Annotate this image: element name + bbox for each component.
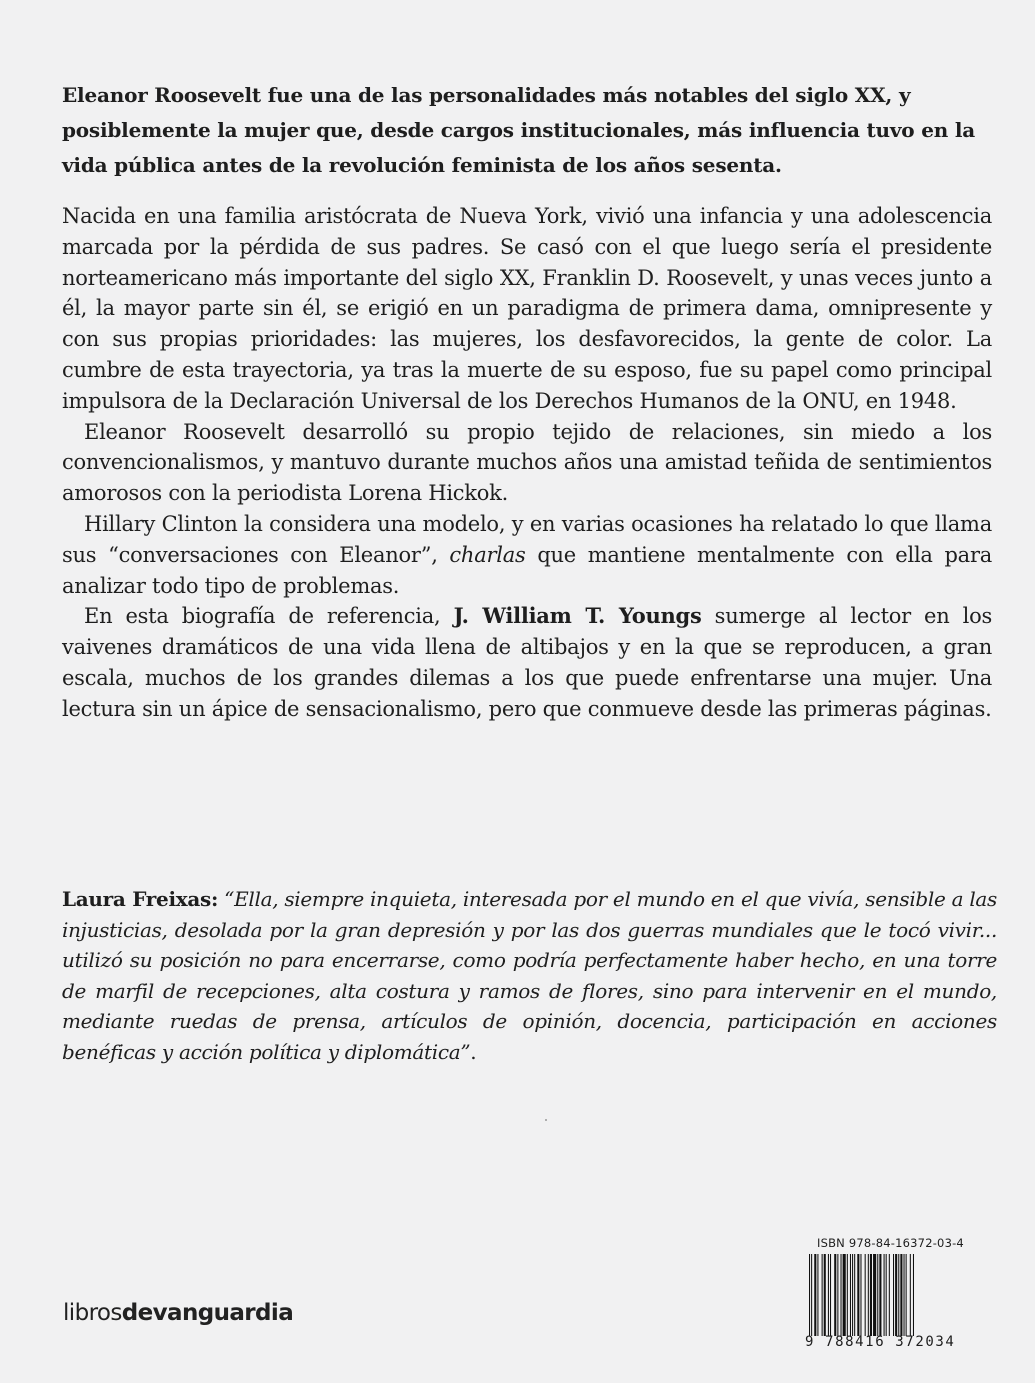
barcode-bar xyxy=(834,1254,836,1336)
barcode-bar xyxy=(904,1254,905,1336)
lead-paragraph: Eleanor Roosevelt fue una de las personalidades más notables del siglo XX, y posiblemente la mujer que, desde cargos institucionales, más influencia tuvo en la vida pública antes de la revolución feminista de los años sesenta. xyxy=(62,83,975,177)
barcode-bar xyxy=(817,1254,818,1336)
print-speck xyxy=(545,1119,547,1121)
barcode-bar xyxy=(860,1254,861,1336)
review-quote xyxy=(62,884,997,1068)
barcode-bar xyxy=(877,1254,878,1336)
barcode-bar xyxy=(850,1254,851,1336)
barcode-bar xyxy=(841,1254,842,1336)
barcode-bar xyxy=(873,1254,876,1336)
isbn-label: ISBN 978-84-16372-03-4 xyxy=(817,1236,964,1250)
barcode-bar xyxy=(868,1254,869,1336)
author-name: J. William T. Youngs xyxy=(453,603,702,629)
barcode-bar xyxy=(895,1254,897,1336)
publisher-logo-bold: devanguardia xyxy=(121,1300,294,1326)
barcode-bar xyxy=(824,1254,826,1336)
paragraph-3-italic: charlas xyxy=(449,542,526,567)
paragraph-2: Eleanor Roosevelt desarrolló su propio tejido de relaciones, sin miedo a los convencionalismos, y mantuvo durante muchos años una amistad teñida de sentimientos amorosos con la periodista Lorena Hickok. xyxy=(62,419,992,506)
paragraph-3-text-b: que mantiene mentalmente con ella para analizar todo tipo de problemas. xyxy=(62,542,993,598)
barcode-icon xyxy=(805,1254,953,1336)
barcode-bar xyxy=(879,1254,881,1336)
barcode-bar xyxy=(822,1254,823,1336)
barcode-bar xyxy=(889,1254,890,1336)
barcode-bar xyxy=(847,1254,848,1336)
barcode-bar xyxy=(910,1254,911,1336)
barcode-bar xyxy=(886,1254,887,1336)
barcode-bar xyxy=(898,1254,899,1336)
barcode-digits: 9 788416 372034 xyxy=(805,1334,956,1350)
barcode-bar xyxy=(884,1254,885,1336)
barcode-bar xyxy=(828,1254,829,1336)
barcode-bar xyxy=(893,1254,894,1336)
quote-text: “Ella, siempre inquieta, interesada por el mundo en el que vivía, sensible a las injusticias, desolada por la gran depresión y por las dos guerras mundiales que le tocó vivir... utilizó su posición no para encerrarse, como podría perfectamente haber hecho, en una torre de marfil de recepciones, alta costura y ramos de flores, sino para intervenir en el mundo, mediante ruedas de prensa, artículos de opinión, docencia, participación en acciones benéficas y acción política y diplomática” xyxy=(62,887,998,1064)
barcode-bar xyxy=(811,1254,812,1336)
barcode-bar xyxy=(814,1254,816,1336)
publisher-logo xyxy=(63,1300,293,1326)
paragraph-4-text-b: sumerge al lector en los vaivenes dramáticos de una vida llena de altibajos y en la que se reproducen, a gran escala, muchos de los grandes dilemas a los que puede enfrentarse una mujer. Una lectura sin un ápice de sensacionalismo, pero que conmueve desde las primeras páginas. xyxy=(62,604,992,721)
synopsis xyxy=(62,201,992,725)
barcode-bar xyxy=(852,1254,853,1336)
barcode-bar xyxy=(830,1254,831,1336)
paragraph-4-text-a: En esta biografía de referencia, xyxy=(84,604,454,629)
quote-author: Laura Freixas: xyxy=(62,887,219,911)
barcode-bar xyxy=(809,1254,810,1336)
publisher-logo-light: libros xyxy=(63,1300,122,1326)
barcode-bar xyxy=(837,1254,838,1336)
quote-end: . xyxy=(470,1039,477,1064)
barcode-bar xyxy=(900,1254,902,1336)
paragraph-3-text-a: Hillary Clinton la considera una modelo, y en varias ocasiones ha relatado lo que llama sus “conversaciones con Eleanor”, xyxy=(62,511,992,567)
barcode-bar xyxy=(854,1254,855,1336)
barcode-bar xyxy=(857,1254,859,1336)
barcode-bar xyxy=(843,1254,846,1336)
paragraph-4 xyxy=(62,601,992,724)
barcode-bar xyxy=(865,1254,866,1336)
barcode-bar xyxy=(906,1254,907,1336)
paragraph-1: Nacida en una familia aristócrata de Nueva York, vivió una infancia y una adolescencia marcada por la pérdida de sus padres. Se casó con el que luego sería el presidente norteamericano más importante del siglo XX, Franklin D. Roosevelt, y unas veces junto a él, la mayor parte sin él, se erigió en un paradigma de primera dama, omnipresente y con sus propias prioridades: las mujeres, los desfavorecidos, la gente de color. La cumbre de esta trayectoria, ya tras la muerte de su esposo, fue su papel como principal impulsora de la Declaración Universal de los Derechos Humanos de la ONU, en 1948. xyxy=(62,204,992,413)
barcode-block xyxy=(805,1236,964,1356)
barcode-bar xyxy=(913,1254,914,1336)
barcode-bar xyxy=(870,1254,872,1336)
paragraph-3 xyxy=(62,509,992,601)
